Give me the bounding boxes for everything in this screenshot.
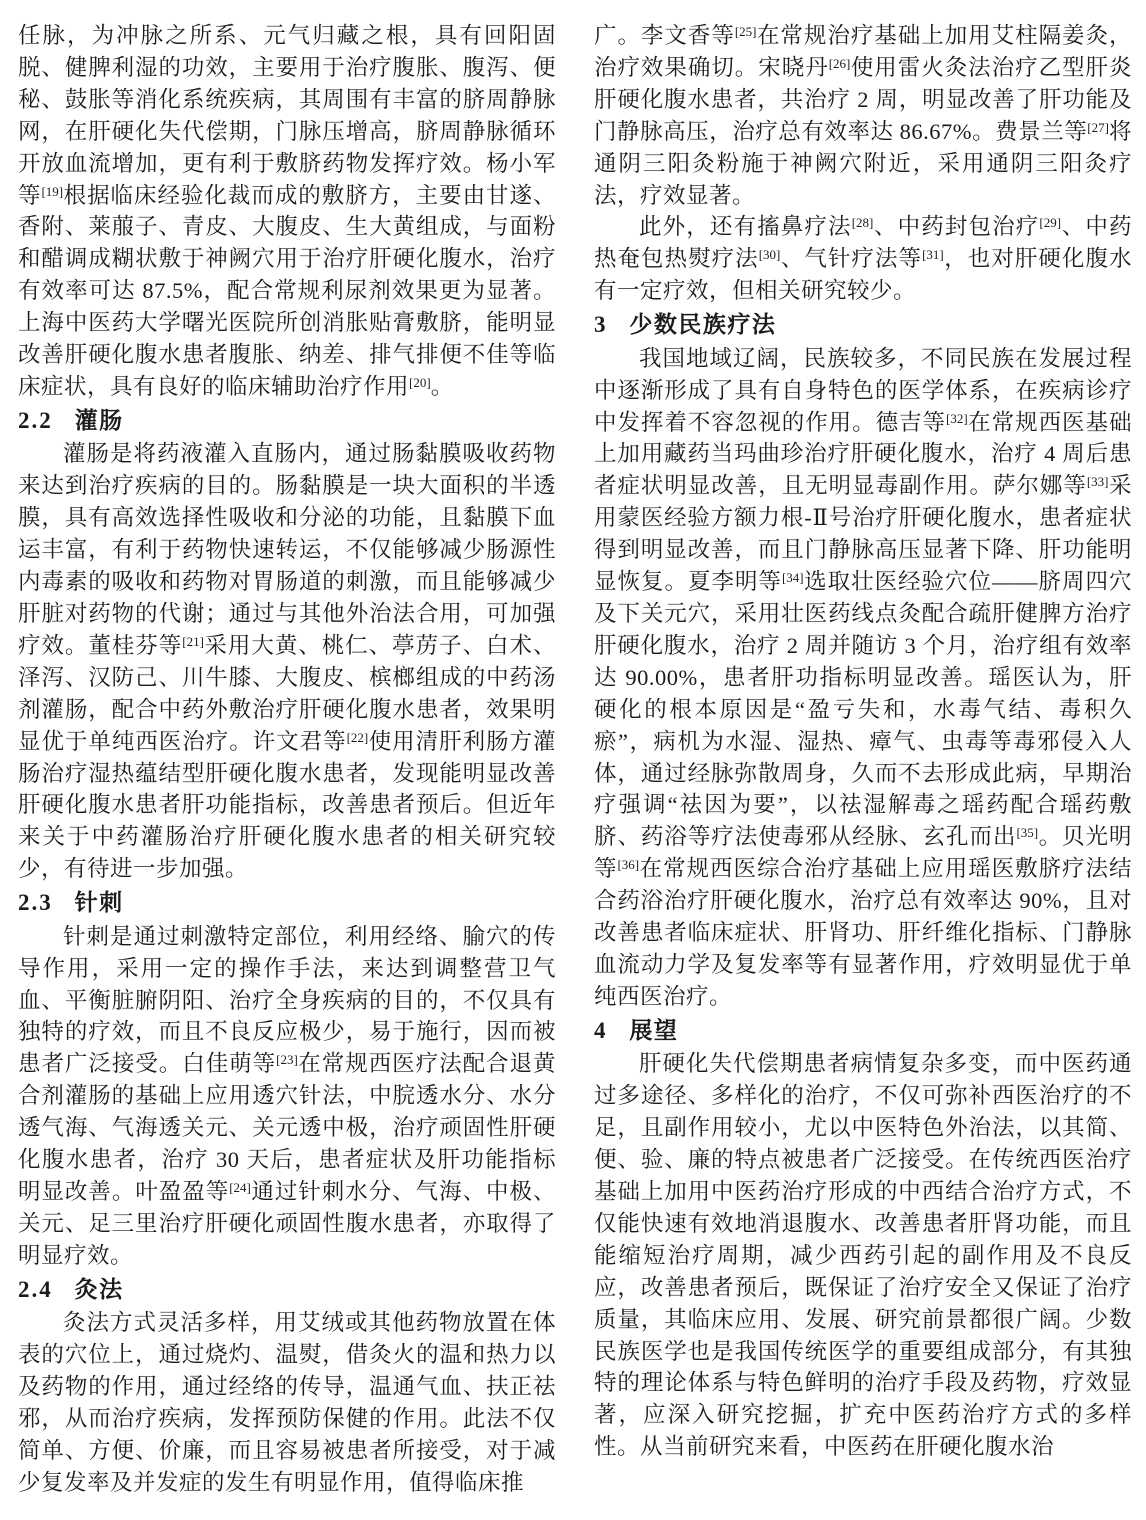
citation-ref: [19] — [41, 183, 64, 199]
column-right — [594, 20, 1132, 1520]
citation-ref: [27] — [1087, 119, 1109, 135]
citation-ref: [22] — [346, 729, 369, 745]
citation-ref: [30] — [758, 247, 781, 263]
citation-ref: [29] — [1039, 215, 1062, 231]
section-heading — [18, 404, 556, 438]
citation-ref: [34] — [781, 570, 804, 586]
section-number: 4 — [594, 1017, 608, 1043]
section-heading — [594, 1014, 1132, 1048]
citation-ref: [35] — [1016, 825, 1039, 841]
citation-ref: [26] — [828, 55, 851, 71]
body-paragraph: 肝硬化失代偿期患者病情复杂多变，而中医药通过多途径、多样化的治疗，不仅可弥补西医治疗的不足，且副作用较小，尤以中医特色外治法，以其简、便、验、廉的特点被患者广泛接受。在传统西医治疗基础上加用中医药治疗形成的中西结合治疗方式，不仅能快速有效地消退腹水、改善患者肝肾功能，而且能缩短治疗周期，减少西药引起的副作用及不良反应，改善患者预后，既保证了治疗安全又保证了治疗质量，其临床应用、发展、研究前景都很广阔。少数民族医学也是我国传统医学的重要组成部分，有其独特的理论体系与特色鲜明的治疗手段及药物，疗效显著，应深入研究挖掘，扩充中医药治疗方式的多样性。从当前研究来看，中医药在肝硬化腹水治 — [594, 1051, 1132, 1460]
body-paragraph: 此外，还有搐鼻疗法[28]、中药封包治疗[29]、中药热奄包热熨疗法[30]、气针疗法等[31]，也对肝硬化腹水有一定疗效，但相关研究较少。 — [594, 214, 1132, 304]
citation-ref: [33] — [1086, 474, 1109, 490]
body-paragraph: 广。李文香等[25]在常规治疗基础上加用艾柱隔姜灸，治疗效果确切。宋晓丹[26]使用雷火灸法治疗乙型肝炎肝硬化腹水患者，共治疗 2 周，明显改善了肝功能及门静脉高压，治疗总有效率达 86.67%。费景兰等[27]将通阴三阳灸粉施于神阙穴附近，采用通阴三阳灸疗法，疗效显著。 — [594, 23, 1132, 208]
citation-ref: [24] — [229, 1180, 251, 1195]
section-title: 针刺 — [74, 889, 124, 916]
section-title: 灸法 — [74, 1275, 124, 1302]
body-paragraph: 针刺是通过刺激特定部位，利用经络、腧穴的传导作用，采用一定的操作手法，来达到调整营卫气血、平衡脏腑阴阳、治疗全身疾病的目的，不仅具有独特的疗效，而且不良反应极少，易于施行，因而被患者广泛接受。白佳萌等[23]在常规西医疗法配合退黄合剂灌肠的基础上应用透穴针法，中脘透水分、水分透气海、气海透关元、关元透中极，治疗顽固性肝硬化腹水患者，治疗 30 天后，患者症状及肝功能指标明显改善。叶盈盈等[24]通过针刺水分、气海、中极、关元、足三里治疗肝硬化顽固性腹水患者，亦取得了明显疗效。 — [18, 923, 556, 1268]
body-paragraph: 任脉，为冲脉之所系、元气归藏之根，具有回阳固脱、健脾利湿的功效，主要用于治疗腹胀、腹泻、便秘、鼓胀等消化系统疾病，其周围有丰富的脐周静脉网，在肝硬化失代偿期，门脉压增高，脐周静脉循环开放血流增加，更有利于敷脐药物发挥疗效。杨小军等[19]根据临床经验化裁而成的敷脐方，主要由甘遂、香附、莱菔子、青皮、大腹皮、生大黄组成，与面粉和醋调成糊状敷于神阙穴用于治疗肝硬化腹水，治疗有效率可达 87.5%，配合常规利尿剂效果更为显著。上海中医药大学曙光医院所创消胀贴膏敷脐，能明显改善肝硬化腹水患者腹胀、纳差、排气排便不佳等临床症状，具有良好的临床辅助治疗作用[20]。 — [18, 23, 556, 399]
section-heading — [594, 308, 1132, 342]
section-number: 2.2 — [18, 407, 53, 433]
body-paragraph: 灌肠是将药液灌入直肠内，通过肠黏膜吸收药物来达到治疗疾病的目的。肠黏膜是一块大面积的半透膜，具有高效选择性吸收和分泌的功能，且黏膜下血运丰富，有利于药物快速转运，不仅能够减少肠源性内毒素的吸收和药物对胃肠道的刺激，而且能够减少肝脏对药物的代谢；通过与其他外治法合用，可加强疗效。董桂芬等[21]采用大黄、桃仁、葶苈子、白术、泽泻、汉防己、川牛膝、大腹皮、槟榔组成的中药汤剂灌肠，配合中药外敷治疗肝硬化腹水患者，效果明显优于单纯西医治疗。许文君等[22]使用清肝利肠方灌肠治疗湿热蕴结型肝硬化腹水患者，发现能明显改善肝硬化腹水患者肝功能指标，改善患者预后。但近年来关于中药灌肠治疗肝硬化腹水患者的相关研究较少，有待进一步加强。 — [18, 441, 556, 882]
section-number: 2.3 — [18, 890, 53, 916]
citation-ref: [31] — [922, 247, 944, 263]
body-paragraph: 灸法方式灵活多样，用艾绒或其他药物放置在体表的穴位上，通过烧灼、温熨，借灸火的温和热力以及药物的作用，通过经络的传导，温通气血、扶正祛邪，从而治疗疾病，发挥预防保健的作用。此法不仅简单、方便、价廉，而且容易被患者所接受，对于减少复发率及并发症的发生有明显作用，值得临床推 — [18, 1310, 556, 1495]
section-heading — [18, 1273, 556, 1307]
section-title: 少数民族疗法 — [629, 311, 777, 338]
citation-ref: [21] — [182, 633, 204, 649]
section-number: 3 — [594, 312, 608, 338]
citation-ref: [20] — [409, 374, 431, 390]
section-heading — [18, 886, 556, 920]
citation-ref: [25] — [734, 24, 757, 39]
section-number: 2.4 — [18, 1276, 53, 1302]
section-title: 展望 — [629, 1016, 679, 1043]
citation-ref: [23] — [276, 1052, 298, 1068]
column-left — [18, 20, 556, 1520]
body-paragraph: 我国地域辽阔，民族较多，不同民族在发展过程中逐渐形成了具有自身特色的医学体系，在疾病诊疗中发挥着不容忽视的作用。德吉等[32]在常规西医基础上加用藏药当玛曲珍治疗肝硬化腹水，治疗 4 周后患者症状明显改善，且无明显毒副作用。萨尔娜等[33]采用蒙医经验方额力根-Ⅱ号治疗肝硬化腹水，患者症状得到明显改善，而且门静脉高压显著下降、肝功能明显恢复。夏李明等[34]选取壮医经验穴位——脐周四穴及下关元穴，采用壮医药线点灸配合疏肝健脾方治疗肝硬化腹水，治疗 2 周并随访 3 个月，治疗组有效率达 90.00%，患者肝功指标明显改善。瑶医认为，肝硬化的根本原因是“盈亏失和，水毒气结、毒积久瘀”，病机为水湿、湿热、瘴气、虫毒等毒邪侵入人体，通过经脉弥散周身，久而不去形成此病，早期治疗强调“祛因为要”，以祛湿解毒之瑶药配合瑶药敷脐、药浴等疗法使毒邪从经脉、玄孔而出[35]。贝光明等[36]在常规西医综合治疗基础上应用瑶医敷脐疗法结合药浴治疗肝硬化腹水，治疗总有效率达 90%，且对改善患者临床症状、肝肾功、肝纤维化指标、门静脉血流动力学及复发率等有显著作用，疗效明显优于单纯西医治疗。 — [594, 345, 1132, 1009]
citation-ref: [36] — [617, 857, 640, 873]
section-title: 灌肠 — [74, 406, 124, 433]
citation-ref: [32] — [946, 410, 968, 426]
citation-ref: [28] — [851, 215, 874, 231]
